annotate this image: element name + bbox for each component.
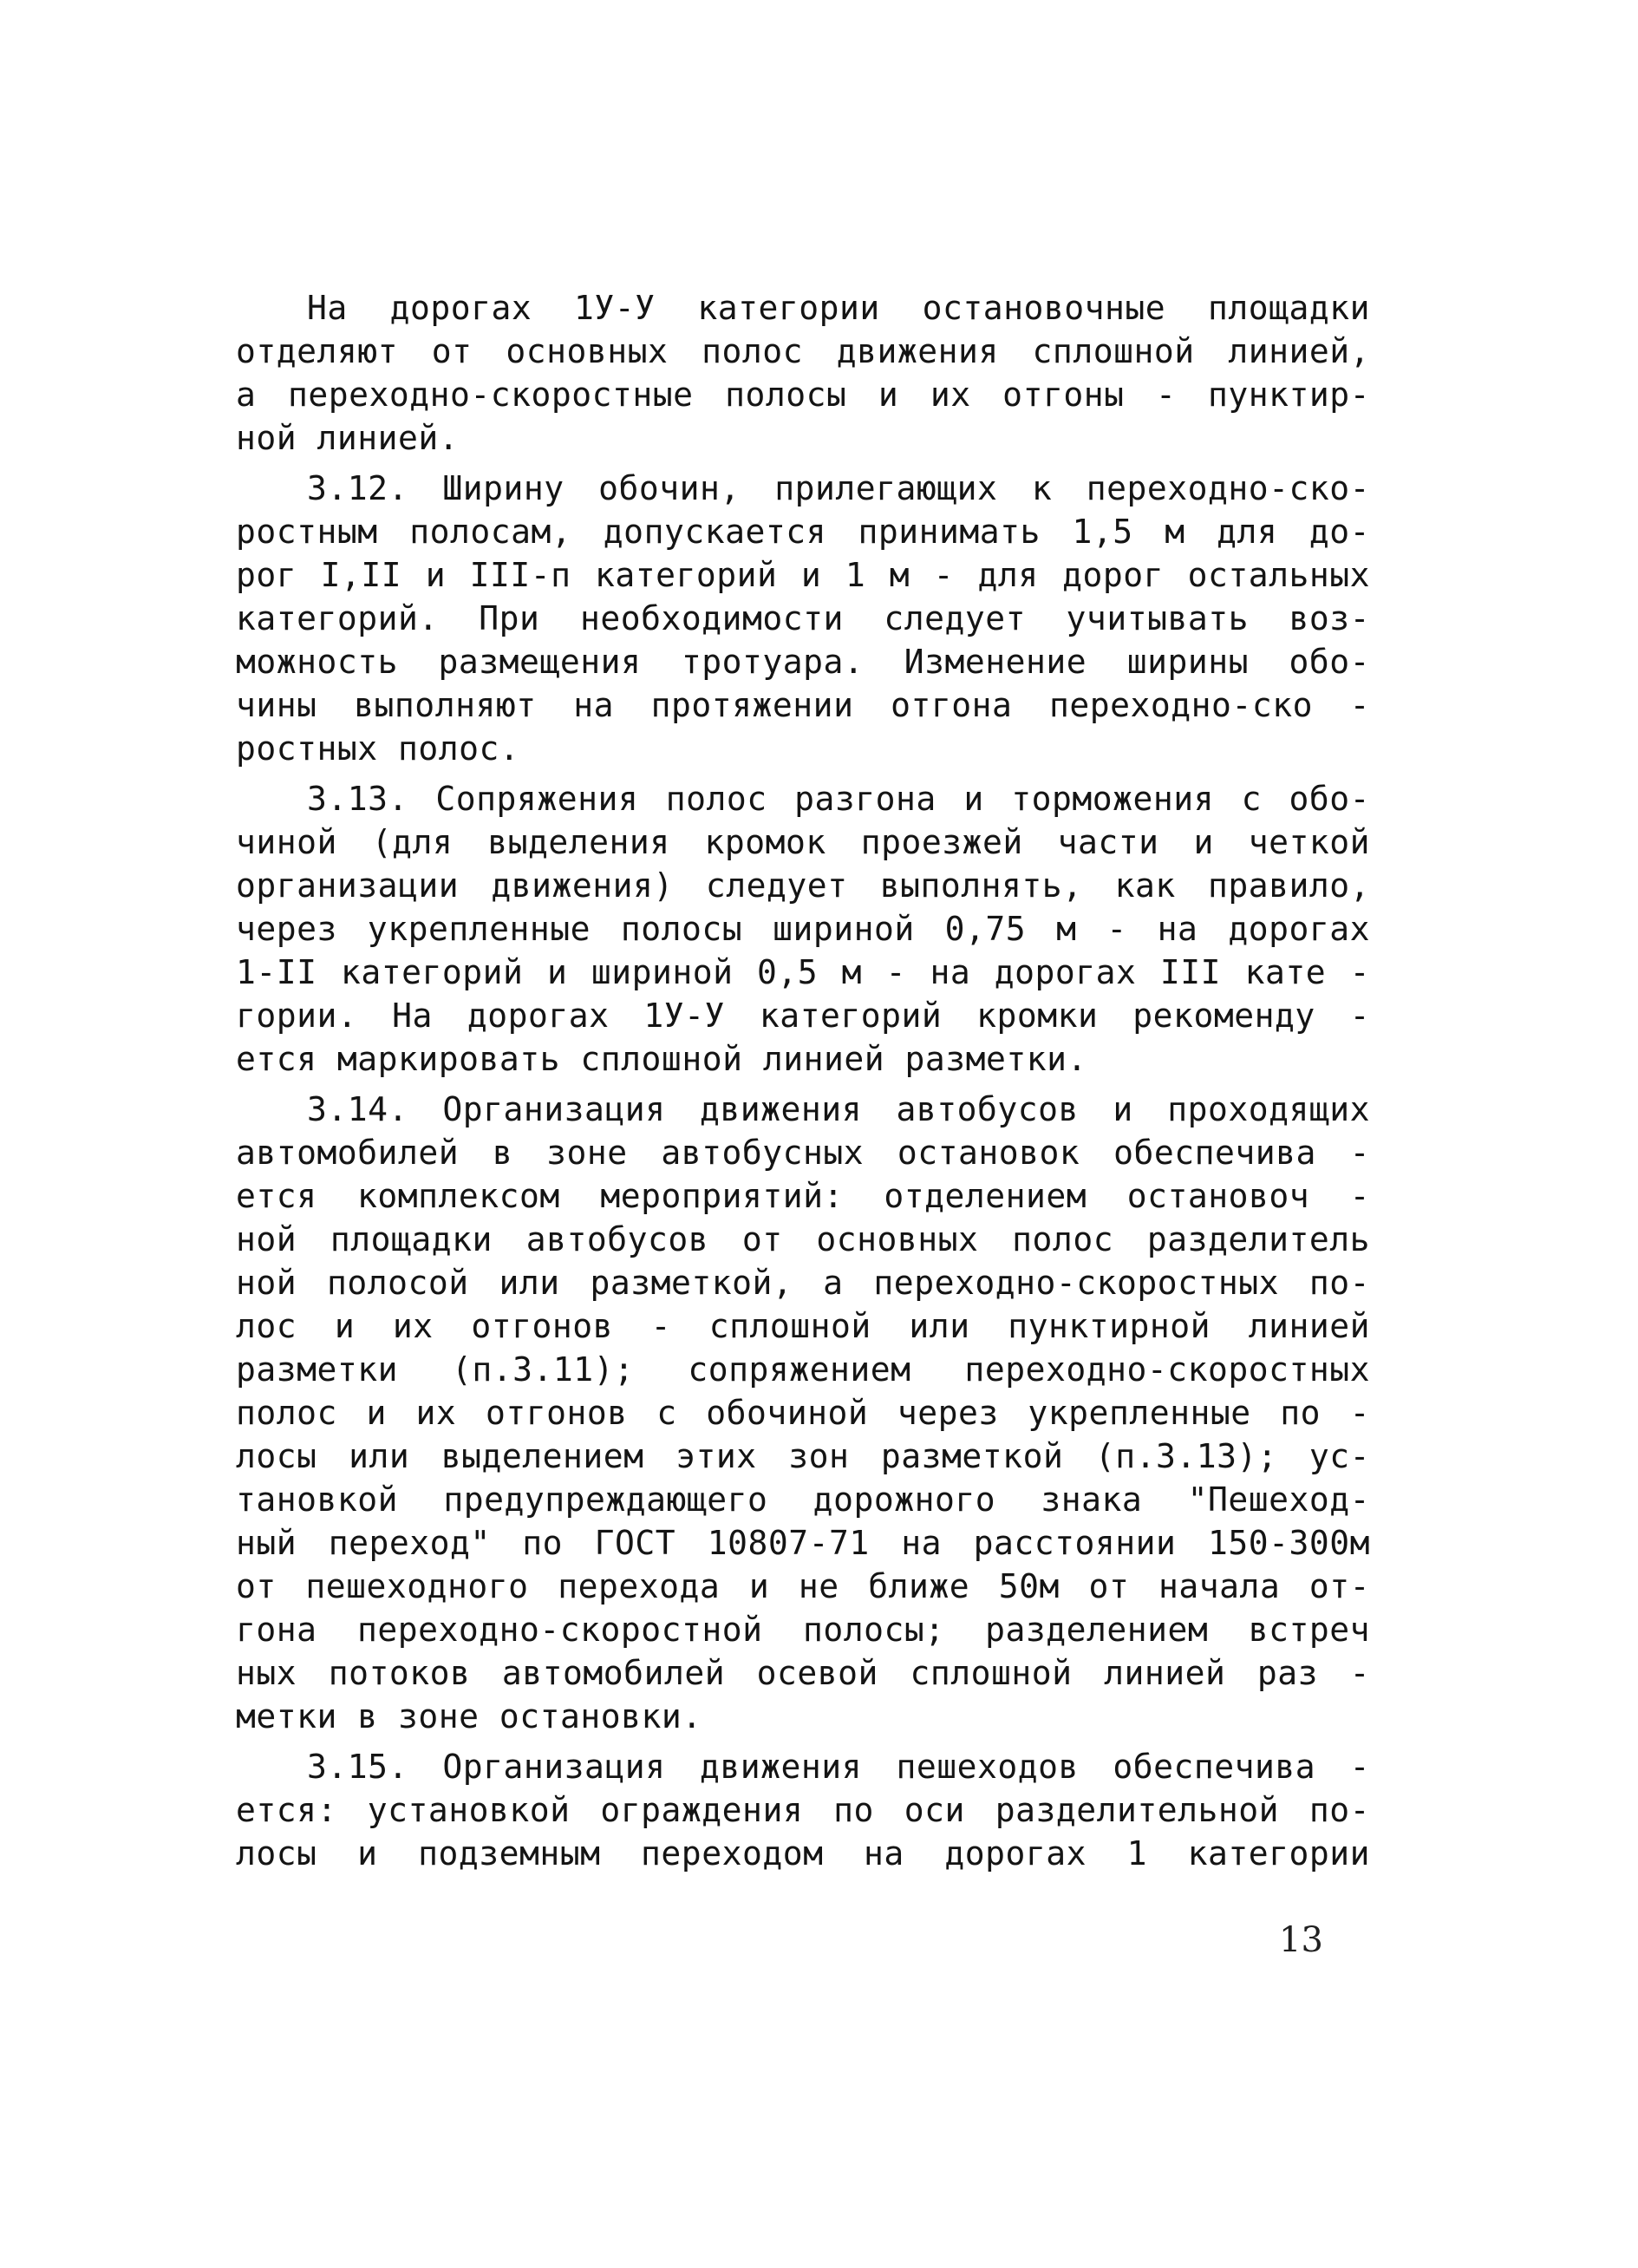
- text-line: 3.13. Сопряжения полос разгона и торможения с обо-: [307, 780, 1370, 818]
- text-line: можность размещения тротуара. Изменение ширины обо-: [236, 643, 1370, 681]
- paragraph: [236, 286, 1370, 460]
- text-line: а переходно-скоростные полосы и их отгоны - пунктир-: [236, 376, 1370, 414]
- text-line: гона переходно-скоростной полосы; разделением встреч: [236, 1611, 1370, 1649]
- text-line: 1-II категорий и шириной 0,5 м - на дорогах III кате -: [236, 953, 1370, 991]
- text-line: ется маркировать сплошной линией разметки.: [236, 1040, 1087, 1078]
- text-line: разметки (п.3.11); сопряжением переходно-скоростных: [236, 1350, 1370, 1389]
- text-line: тановкой предупреждающего дорожного знака "Пешеход-: [236, 1480, 1370, 1519]
- text-line: ной площадки автобусов от основных полос разделитель: [236, 1220, 1370, 1258]
- text-line: ется комплексом мероприятий: отделением остановоч -: [236, 1177, 1370, 1215]
- text-line: чины выполняют на протяжении отгона переходно-ско -: [236, 686, 1370, 724]
- text-line: гории. На дорогах 1У-У категорий кромки рекоменду -: [236, 997, 1370, 1035]
- text-line: 3.15. Организация движения пешеходов обеспечива -: [307, 1748, 1370, 1786]
- text-line: ных потоков автомобилей осевой сплошной линией раз -: [236, 1654, 1370, 1692]
- text-line: На дорогах 1У-У категории остановочные площадки: [307, 289, 1370, 327]
- text-line: ростным полосам, допускается принимать 1,5 м для до-: [236, 513, 1370, 551]
- text-line: лосы или выделением этих зон разметкой (п.3.13); ус-: [236, 1437, 1370, 1475]
- text-line: автомобилей в зоне автобусных остановок обеспечива -: [236, 1134, 1370, 1172]
- text-line: лосы и подземным переходом на дорогах 1 категории: [236, 1834, 1370, 1873]
- page-number: 13: [1279, 1920, 1323, 1960]
- paragraph: [236, 467, 1370, 770]
- text-line: ется: установкой ограждения по оси разделительной по-: [236, 1791, 1370, 1829]
- text-line: ной линией.: [236, 419, 460, 457]
- text-line: организации движения) следует выполнять, как правило,: [236, 866, 1370, 905]
- text-line: через укрепленные полосы шириной 0,75 м - на дорогах: [236, 910, 1370, 948]
- text-line: категорий. При необходимости следует учитывать воз-: [236, 599, 1370, 637]
- text-line: метки в зоне остановки.: [236, 1697, 702, 1735]
- text-line: ростных полос.: [236, 729, 520, 768]
- text-line: рог I,II и III-п категорий и 1 м - для дорог остальных: [236, 556, 1370, 594]
- text-line: от пешеходного перехода и не ближе 50м от начала от-: [236, 1567, 1370, 1605]
- page-body: [236, 286, 1370, 1882]
- text-line: 3.14. Организация движения автобусов и проходящих: [307, 1090, 1370, 1128]
- text-line: 3.12. Ширину обочин, прилегающих к переходно-ско-: [307, 469, 1370, 507]
- text-line: полос и их отгонов с обочиной через укрепленные по -: [236, 1394, 1370, 1432]
- paragraph: [236, 1088, 1370, 1738]
- paragraph: [236, 777, 1370, 1081]
- paragraph: [236, 1745, 1370, 1875]
- text-line: ный переход" по ГОСТ 10807-71 на расстоянии 150-300м: [236, 1524, 1370, 1562]
- text-line: лос и их отгонов - сплошной или пунктирной линией: [236, 1307, 1370, 1345]
- text-line: ной полосой или разметкой, а переходно-скоростных по-: [236, 1264, 1370, 1302]
- text-line: отделяют от основных полос движения сплошной линией,: [236, 332, 1370, 370]
- text-line: чиной (для выделения кромок проезжей части и четкой: [236, 823, 1370, 861]
